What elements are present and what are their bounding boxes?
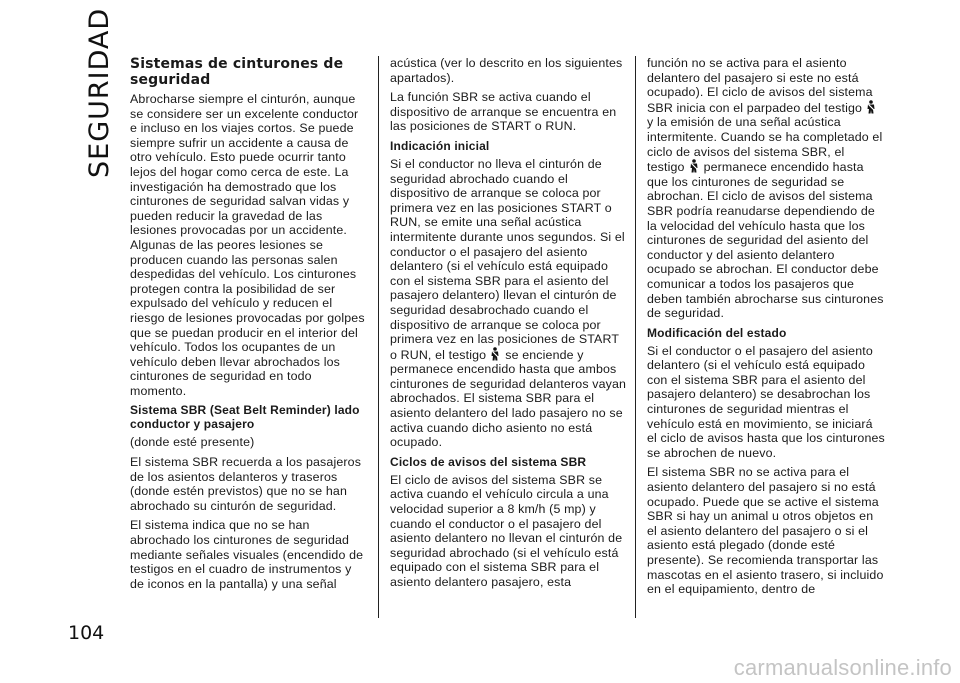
paragraph: Abrocharse siempre el cinturón, aunque se considere ser un excelente conductor e incluso en los viajes cortos. Se puede siempre sufrir un accidente a causa de otro vehículo. Esto puede ocurrir tanto lejos del hogar como cerca de este. La investigación ha demostrado que los cinturones de seguridad salvan vidas y pueden reducir la gravedad de las lesiones provocadas por un accidente. Algunas de las peores lesiones se producen cuando las personas salen despedidas del vehículo. Los cinturones protegen contra la posibilidad de ser expulsado del vehículo y reducen el riesgo de lesiones provocadas por golpes que se puedan producir en el interior del vehículo. Todos los ocupantes de un vehículo deben llevar abrochados los cinturones de seguridad en todo momento. [130,92,365,398]
text-column-1 [130,56,368,616]
paragraph [647,56,885,321]
paragraph: El ciclo de avisos del sistema SBR se activa cuando el vehículo circula a una velocidad superior a 8 km/h (5 mp) y cuando el conductor o el pasajero del asiento delantero no llevan el cinturón de seguridad abrochado (si el vehículo está equipado con el sistema SBR para el asiento delantero pasajero, esta [390,472,623,589]
page-number: 104 [68,622,105,644]
text-run: y la emisión de una señal acústica intermitente. Cuando se ha completado el ciclo de avisos del sistema SBR, el testigo [647,115,883,175]
column-divider [378,56,379,618]
text-column-2 [390,56,628,616]
seatbelt-warning-icon [865,100,877,114]
text-run: Si el conductor no lleva el cinturón de seguridad abrochado cuando el dispositivo de arranque se coloca por primera vez en las posiciones START o RUN, se emite una señal acústica intermitente durante unos segundos. Si el conductor o el pasajero del asiento delantero (si el vehículo está equipado con el sistema SBR para el asiento del pasajero delantero) llevan el cinturón de seguridad desabrochado cuando el dispositivo de arranque se coloca por primera vez en las posiciones de START o RUN, el testigo [390,156,625,362]
paragraph: La función SBR se activa cuando el dispositivo de arranque se encuentra en las posiciones de START o RUN. [390,90,617,134]
subsection-heading: Indicación inicial [390,138,490,153]
paragraph: acústica (ver lo descrito en los siguientes apartados). [390,56,623,85]
section-heading: Sistemas de cinturones de seguridad [130,56,344,88]
subsection-heading: Modificación del estado [647,325,787,340]
paragraph: Si el conductor o el pasajero del asiento delantero (si el vehículo está equipado con el sistema SBR para el asiento del pasajero delantero) se desabrochan los cinturones de seguridad mientras el vehículo está en movimiento, se iniciará el ciclo de avisos hasta que los cinturones se abrochen de nuevo. [647,343,885,460]
text-run: se enciende y permanece encendido hasta que ambos cinturones de seguridad delanteros vayan abrochados. El sistema SBR para el asiento delantero del lado pasajero no se activa cuando dicho asiento no está ocupado. [390,347,627,450]
text-column-3 [647,56,885,616]
subsection-heading: Sistema SBR (Seat Belt Reminder) lado conductor y pasajero [130,403,360,432]
paragraph: (donde esté presente) [130,435,255,450]
watermark: carmanualsonline.info [733,655,952,680]
section-title: SEGURIDAD [84,7,115,178]
text-run: función no se activa para el asiento delantero del pasajero si este no está ocupado). El ciclo de avisos del sistema SBR inicia con el parpadeo del testigo [647,56,873,115]
seatbelt-warning-icon [489,347,501,361]
subsection-heading: Ciclos de avisos del sistema SBR [390,454,587,469]
paragraph [390,157,628,450]
seatbelt-warning-icon [688,159,700,173]
paragraph: El sistema SBR recuerda a los pasajeros de los asientos delanteros y traseros (donde estén previstos) que no se han abrochado su cinturón de seguridad. [130,455,362,513]
paragraph: El sistema indica que no se han abrochado los cinturones de seguridad mediante señales visuales (encendido de testigos en el cuadro de instrumentos y de iconos en la pantalla) y una señal [130,518,364,591]
column-divider [635,56,636,618]
paragraph: El sistema SBR no se activa para el asiento delantero del pasajero si no está ocupado. Puede que se active el sistema SBR si hay un animal u otros objetos en el asiento delantero del pasajero o si el asiento está plegado (donde esté presente). Se recomienda transportar las mascotas en el asiento trasero, si incluido en el equipamiento, dentro de [647,465,884,597]
text-run: permanece encendido hasta que los cinturones de seguridad se abrochan. El ciclo de avisos del sistema SBR podría reanudarse dependiendo de la velocidad del vehículo hasta que los cinturones de seguridad del asiento del conductor y del asiento delantero ocupado se abrochan. El conductor debe comunicar a todos los pasajeros que deben también abrocharse sus cinturones de seguridad. [647,160,884,321]
